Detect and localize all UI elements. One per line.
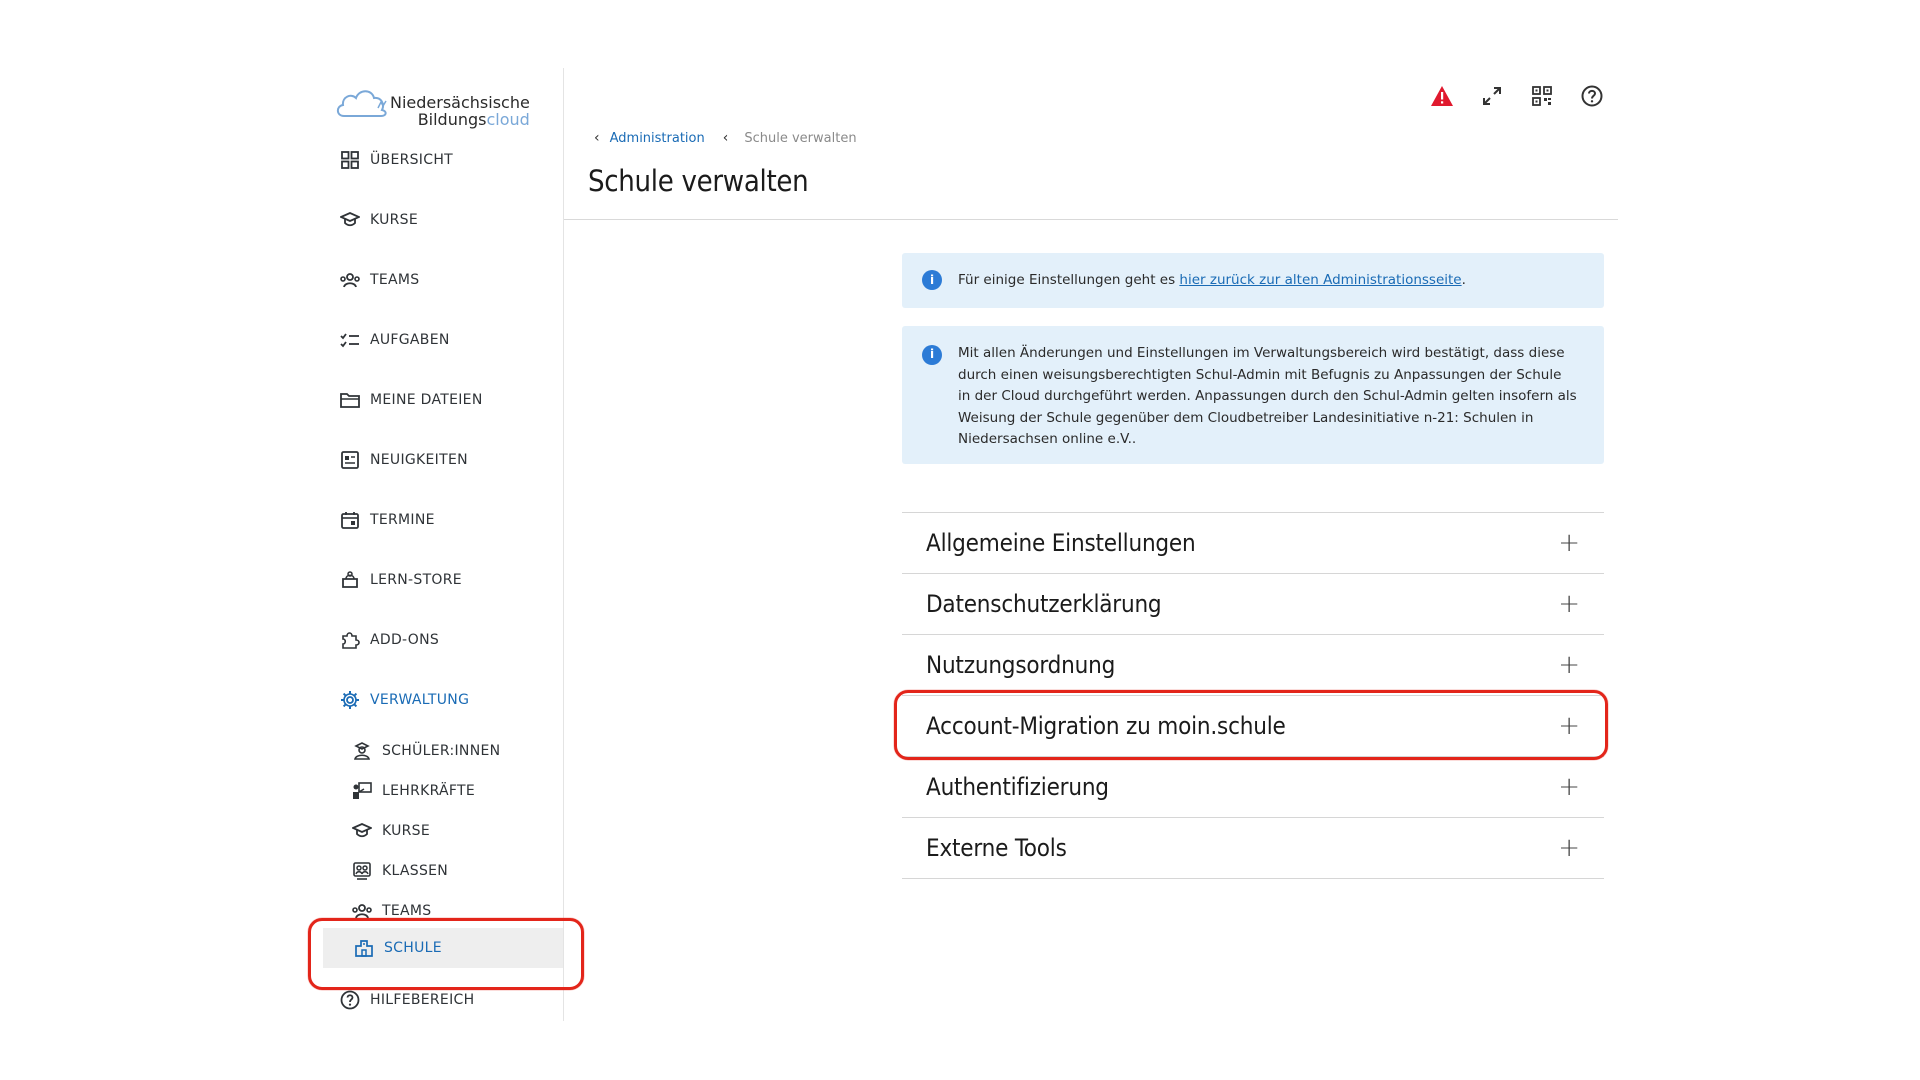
sidebar-subitem-label: SCHÜLER:INNEN [382, 743, 501, 759]
warning-icon[interactable] [1430, 84, 1454, 108]
accordion-datenschutzerklaerung[interactable] [902, 573, 1604, 634]
accordion-authentifizierung[interactable] [902, 756, 1604, 817]
sidebar-subitem-label: SCHULE [384, 940, 442, 956]
logo-line2a: Bildungs [417, 110, 487, 129]
accordion-title: Externe Tools [926, 834, 1067, 862]
sidebar-item-label: VERWALTUNG [370, 692, 470, 708]
sidebar-item-meine-dateien[interactable] [338, 386, 483, 414]
accordion-externe-tools[interactable] [902, 817, 1604, 879]
sidebar-subitem-label: KURSE [382, 823, 431, 839]
alert-line: Weisung der Schule gegenüber dem Cloudbetreiber Landesinitiative n-21: Schulen in [958, 409, 1534, 426]
plus-icon: + [1558, 650, 1580, 680]
accordion-account-migration[interactable] [902, 695, 1604, 756]
sidebar-subitem-schule[interactable] [323, 928, 563, 968]
logo-text [390, 94, 530, 128]
accordion-title: Allgemeine Einstellungen [926, 529, 1196, 557]
sidebar-item-label: AUFGABEN [370, 332, 450, 348]
alert-line: durch einen weisungsberechtigten Schul-Admin mit Befugnis zu Anpassungen der Schule [958, 366, 1562, 383]
graduation-cap-icon [338, 208, 362, 232]
calendar-icon [338, 508, 362, 532]
sidebar-item-label: HILFEBEREICH [370, 992, 475, 1008]
sidebar-item-termine[interactable] [338, 506, 435, 534]
help-circle-icon[interactable] [1580, 84, 1604, 108]
info-icon: i [922, 270, 942, 290]
breadcrumb [594, 130, 857, 146]
alert-line: Mit allen Änderungen und Einstellungen im Verwaltungsbereich wird bestätigt, dass diese [958, 345, 1565, 361]
settings-accordion [902, 512, 1604, 879]
info-alert-old-admin [902, 253, 1604, 308]
sidebar-item-neuigkeiten[interactable] [338, 446, 468, 474]
cloud-logo-icon [334, 80, 394, 124]
breadcrumb-link-administration[interactable]: Administration [609, 130, 705, 146]
plus-icon: + [1558, 833, 1580, 863]
plus-icon: + [1558, 528, 1580, 558]
info-alert-confirmation [902, 326, 1604, 464]
alert-text-end: . [1461, 272, 1466, 288]
fullscreen-icon[interactable] [1480, 84, 1504, 108]
grid-icon [338, 148, 362, 172]
student-icon [350, 739, 374, 763]
header-icons [1430, 84, 1604, 108]
teacher-icon [350, 779, 374, 803]
gear-icon [338, 688, 362, 712]
store-icon [338, 568, 362, 592]
old-admin-link[interactable]: hier zurück zur alten Administrationsseite [1179, 272, 1462, 288]
sidebar-item-label: NEUIGKEITEN [370, 452, 468, 468]
breadcrumb-current: Schule verwalten [744, 130, 857, 146]
accordion-nutzungsordnung[interactable] [902, 634, 1604, 695]
page-title: Schule verwalten [588, 164, 809, 198]
sidebar-subitem-kurse[interactable] [350, 817, 430, 845]
graduation-cap-icon [350, 819, 374, 843]
class-icon [350, 859, 374, 883]
sidebar-item-label: KURSE [370, 212, 419, 228]
chevron-left-icon: ‹ [722, 130, 729, 146]
sidebar-item-kurse[interactable] [338, 206, 418, 234]
accordion-title: Authentifizierung [926, 773, 1109, 801]
team-icon [350, 899, 374, 923]
accordion-title: Account-Migration zu moin.schule [926, 712, 1286, 740]
puzzle-icon [338, 628, 362, 652]
alert-line: in der Cloud durchgeführt werden. Anpassungen durch den Schul-Admin gelten insofern als [958, 388, 1577, 404]
team-icon [338, 268, 362, 292]
info-icon: i [922, 345, 942, 365]
sidebar-item-teams[interactable] [338, 266, 419, 294]
sidebar-item-label: MEINE DATEIEN [370, 392, 483, 408]
sidebar-item-label: ADD-ONS [370, 632, 440, 648]
sidebar-item-lern-store[interactable] [338, 566, 462, 594]
logo[interactable] [334, 80, 534, 129]
sidebar-subitem-label: KLASSEN [382, 863, 449, 879]
plus-icon: + [1558, 772, 1580, 802]
accordion-title: Nutzungsordnung [926, 651, 1116, 679]
sidebar-subitem-teams[interactable] [350, 897, 431, 925]
sidebar-item-label: TEAMS [370, 272, 420, 288]
help-icon [338, 988, 362, 1012]
qr-code-icon[interactable] [1530, 84, 1554, 108]
accordion-title: Datenschutzerklärung [926, 590, 1162, 618]
newspaper-icon [338, 448, 362, 472]
school-icon [352, 936, 376, 960]
sidebar-item-label: TERMINE [370, 512, 435, 528]
plus-icon: + [1558, 589, 1580, 619]
sidebar-item-uebersicht[interactable] [338, 146, 453, 174]
sidebar-item-verwaltung[interactable] [338, 686, 469, 714]
folder-icon [338, 388, 362, 412]
sidebar-subitem-label: TEAMS [382, 903, 432, 919]
sidebar-subitem-label: LEHRKRÄFTE [382, 783, 476, 799]
logo-line2b: cloud [486, 110, 530, 129]
alert-line: Niedersachsen online e.V.. [958, 431, 1137, 447]
sidebar-subitem-klassen[interactable] [350, 857, 448, 885]
plus-icon: + [1558, 711, 1580, 741]
sidebar-item-hilfebereich[interactable] [338, 986, 474, 1014]
tasks-icon [338, 328, 362, 352]
logo-line1: Niedersächsische [390, 93, 530, 112]
chevron-left-icon: ‹ [594, 130, 600, 146]
header-divider [564, 219, 1618, 220]
sidebar-item-add-ons[interactable] [338, 626, 439, 654]
sidebar-subitem-schueler[interactable] [350, 737, 500, 765]
alert-text: Für einige Einstellungen geht es [958, 272, 1180, 288]
sidebar-subitem-lehrkraefte[interactable] [350, 777, 475, 805]
accordion-allgemeine-einstellungen[interactable] [902, 512, 1604, 573]
sidebar-item-label: ÜBERSICHT [370, 152, 453, 168]
sidebar-item-label: LERN-STORE [370, 572, 462, 588]
sidebar [320, 68, 564, 1021]
sidebar-item-aufgaben[interactable] [338, 326, 450, 354]
